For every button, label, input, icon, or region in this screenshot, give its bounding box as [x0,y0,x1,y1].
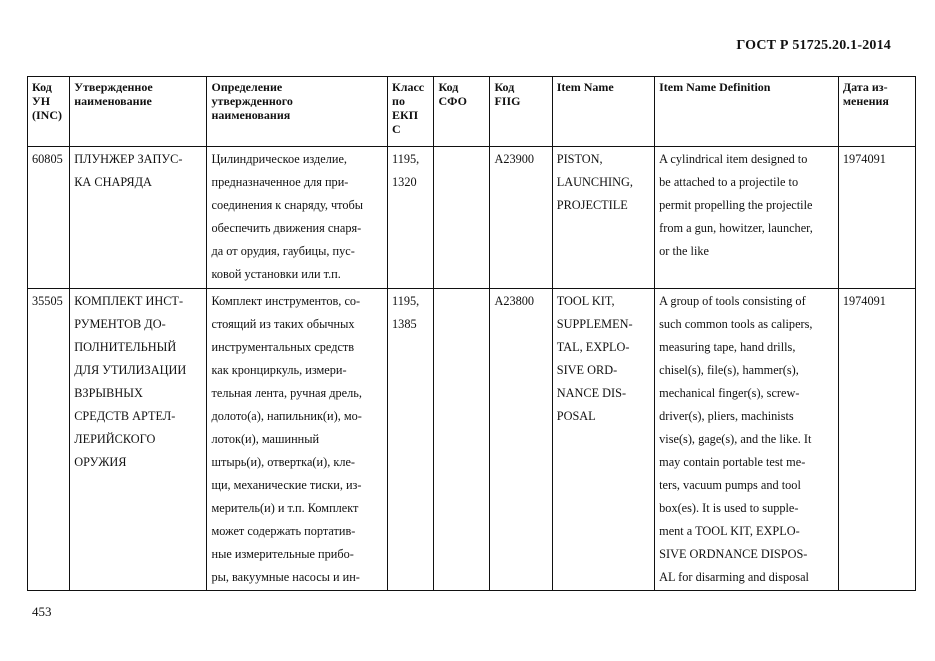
cell-change-date: 1974091 [838,289,915,591]
cell-class: 1195, 1320 [388,147,434,289]
header-name-definition: Определение утвержденного наименования [207,77,388,147]
cell-item-name-definition: A group of tools consisting of such common tools as calipers, measuring tape, hand drills, chisel(s), file(s), hammer(s), mechanical finger(s), screw- driver(s), pliers, machinists vise(s), gage(s), and the like. It may contain portable test me- ters, vacuum pumps and tool box(es). It is used to supple- ment a TOOL KIT, EXPLO- SIVE ORDNANCE DISPOS- AL for disarming and disposal [655,289,839,591]
table-row [28,147,916,289]
cell-sfo-code [434,147,490,289]
cell-inc-code: 60805 [28,147,70,289]
header-item-name: Item Name [552,77,654,147]
header-fiig-code: Код FIIG [490,77,552,147]
cell-class: 1195, 1385 [388,289,434,591]
cell-item-name: TOOL KIT, SUPPLEMEN- TAL, EXPLO- SIVE ORD- NANCE DIS- POSAL [552,289,654,591]
cell-fiig-code: A23800 [490,289,552,591]
cell-approved-name: ПЛУНЖЕР ЗАПУС- КА СНАРЯДА [70,147,207,289]
header-approved-name: Утвержденное наименование [70,77,207,147]
cell-item-name: PISTON, LAUNCHING, PROJECTILE [552,147,654,289]
header-inc-code: Код УН (INC) [28,77,70,147]
cell-change-date: 1974091 [838,147,915,289]
table-header-row [28,77,916,147]
cell-name-definition: Комплект инструментов, со- стоящий из таких обычных инструментальных средств как кронциркуль, измери- тельная лента, ручная дрель, долото(а), напильник(и), мо- лоток(и), машинный штырь(и), отвертка(и), кле- щи, механические тиски, из- меритель(и) и т.п. Комплект может содержать портатив- ные измерительные прибо- ры, вакуумные насосы и ин- [207,289,388,591]
document-standard-header: ГОСТ Р 51725.20.1-2014 [736,38,891,53]
table-row [28,289,916,591]
header-change-date: Дата из- менения [838,77,915,147]
cell-inc-code: 35505 [28,289,70,591]
header-item-name-definition: Item Name Definition [655,77,839,147]
cell-item-name-definition: A cylindrical item designed to be attached to a projectile to permit propelling the projectile from a gun, howitzer, launcher, or the like [655,147,839,289]
page-number: 453 [32,604,52,619]
header-sfo-code: Код СФО [434,77,490,147]
header-class: Класс по ЕКП С [388,77,434,147]
cell-fiig-code: A23900 [490,147,552,289]
item-name-registry-table [27,76,916,591]
cell-name-definition: Цилиндрическое изделие, предназначенное для при- соединения к снаряду, чтобы обеспечить движения снаря- да от орудия, гаубицы, пус- ковой установки или т.п. [207,147,388,289]
cell-sfo-code [434,289,490,591]
cell-approved-name: КОМПЛЕКТ ИНСТ- РУМЕНТОВ ДО- ПОЛНИТЕЛЬНЫЙ ДЛЯ УТИЛИЗАЦИИ ВЗРЫВНЫХ СРЕДСТВ АРТЕЛ- ЛЕРИЙСКОГО ОРУЖИЯ [70,289,207,591]
